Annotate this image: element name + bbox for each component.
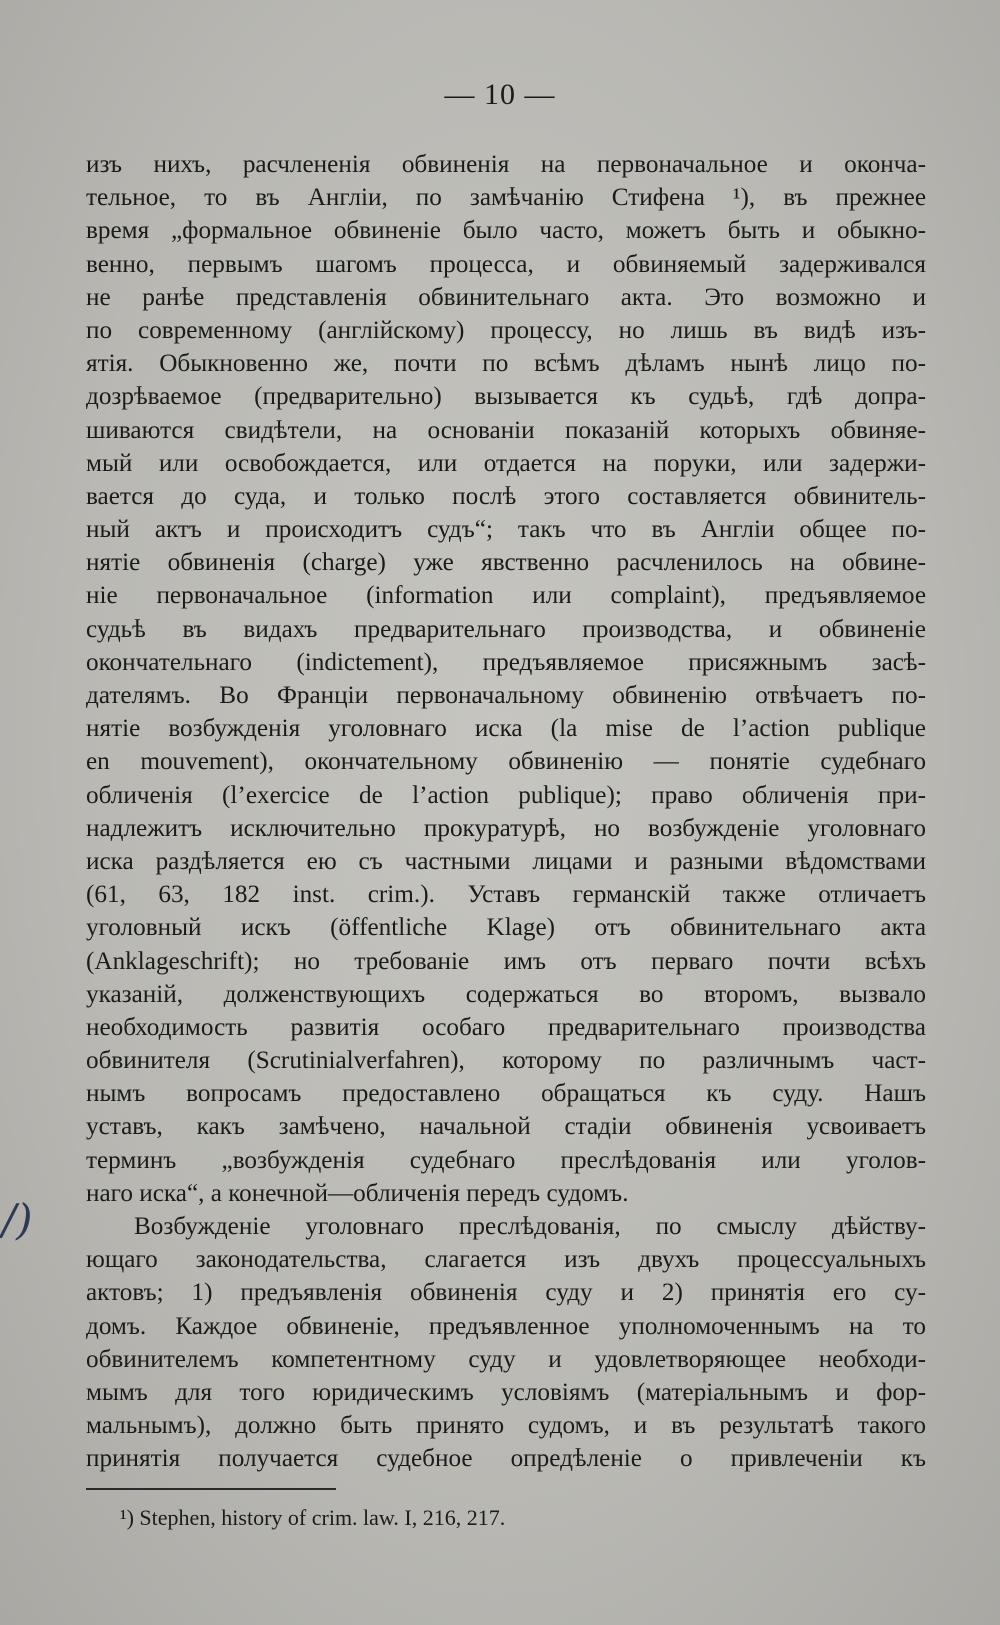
text-line: нымъ вопросамъ предоставлено обращаться къ суду. Нашъ: [86, 1080, 926, 1108]
text-line: (61, 63, 182 inst. crim.). Уставъ германскій также отличаетъ: [86, 881, 926, 909]
paragraph-first-line: Возбужденіе уголовнаго преслѣдованія, по смыслу дѣйству-: [134, 1213, 926, 1240]
text-line: ятія. Обыкновенно же, почти по всѣмъ дѣламъ нынѣ лицо по-: [86, 350, 926, 378]
text-line: судьѣ въ видахъ предварительнаго производства, и обвиненіе: [86, 615, 926, 643]
text-line: уголовный искъ (öffentliche Klage) отъ обвинительнаго акта: [86, 914, 926, 942]
text-line: en mouvement), окончательному обвиненію — понятіе судебнаго: [86, 748, 926, 776]
text-line: обвинителя (Scrutinialverfahren), которому по различнымъ част-: [86, 1047, 926, 1075]
text-line: домъ. Каждое обвиненіе, предъявленное уполномоченнымъ на то: [86, 1312, 926, 1340]
text-line: изъ нихъ, расчлененія обвиненія на первоначальное и оконча-: [86, 151, 926, 178]
text-line: дозрѣваемое (предварительно) вызывается къ судьѣ, гдѣ допра-: [86, 383, 926, 411]
text-line: иска раздѣляется ею съ частными лицами и разными вѣдомствами: [86, 847, 926, 875]
text-line: вается до суда, и только послѣ этого составляется обвинитель-: [86, 482, 926, 510]
text-line: тельное, то въ Англіи, по замѣчанію Стифена ¹), въ прежнее: [86, 184, 926, 212]
text-line: ный актъ и происходитъ судъ“; такъ что въ Англіи общее по-: [86, 516, 926, 544]
text-line: мымъ для того юридическимъ условіямъ (матеріальнымъ и фор-: [86, 1378, 926, 1406]
text-line: указаній, долженствующихъ содержаться во второмъ, вызвало: [86, 980, 926, 1008]
text-line: терминъ „возбужденія судебнаго преслѣдованія или уголов-: [86, 1146, 926, 1174]
text-line: обвинителемъ компетентному суду и удовлетворяющее необходи-: [86, 1345, 926, 1373]
text-line: по современному (англійскому) процессу, но лишь въ видѣ изъ-: [86, 316, 926, 344]
text-line: надлежитъ исключительно прокуратурѣ, но возбужденіе уголовнаго: [86, 814, 926, 842]
text-line: уставъ, какъ замѣчено, начальной стадіи обвиненія усвоиваетъ: [86, 1113, 926, 1141]
text-line: мый или освобождается, или отдается на поруки, или задержи-: [86, 449, 926, 477]
footnote-divider: [86, 1488, 336, 1490]
text-line: дателямъ. Во Франціи первоначальному обвиненію отвѣчаетъ по-: [86, 682, 926, 709]
text-line: ніе первоначальное (information или complaint), предъявляемое: [86, 582, 926, 610]
text-line: нятіе обвиненія (charge) уже явственно расчленилось на обвине-: [86, 549, 926, 577]
text-line: венно, первымъ шагомъ процесса, и обвиняемый задерживался: [86, 250, 926, 278]
text-line: обличенія (l’exercice de l’action publique); право обличенія при-: [86, 781, 926, 809]
handwritten-margin-mark: /): [2, 1195, 33, 1244]
text-line: нятіе возбужденія уголовнаго иска (la mise de l’action publique: [86, 715, 926, 743]
text-line: (Anklageschrift); но требованіе имъ отъ перваго почти всѣхъ: [86, 947, 926, 975]
text-line: шиваются свидѣтели, на основаніи показаній которыхъ обвиняе-: [86, 416, 926, 444]
page-number: — 10 —: [444, 78, 556, 111]
text-line: время „формальное обвиненіе было часто, можетъ быть и обыкно-: [86, 217, 926, 245]
text-line: ющаго законодательства, слагается изъ двухъ процессуальныхъ: [86, 1246, 926, 1274]
text-line: принятія получается судебное опредѣленіе о привлеченіи къ: [86, 1445, 926, 1473]
text-line: актовъ; 1) предъявленія обвиненія суду и 2) принятія его су-: [86, 1279, 926, 1307]
text-line: мальнымъ), должно быть принято судомъ, и въ результатѣ такого: [86, 1412, 926, 1440]
body-text: [86, 148, 926, 1476]
text-line: не ранѣе представленія обвинительнаго акта. Это возможно и: [86, 283, 926, 311]
text-line: необходимость развитія особаго предварительнаго производства: [86, 1013, 926, 1041]
text-line: наго иска“, а конечной—обличенія передъ судомъ.: [86, 1179, 629, 1207]
text-line: окончательнаго (indictement), предъявляемое присяжнымъ засѣ-: [86, 648, 926, 676]
footnote: ¹) Stephen, history of crim. law. I, 216, 217.: [120, 1505, 506, 1530]
